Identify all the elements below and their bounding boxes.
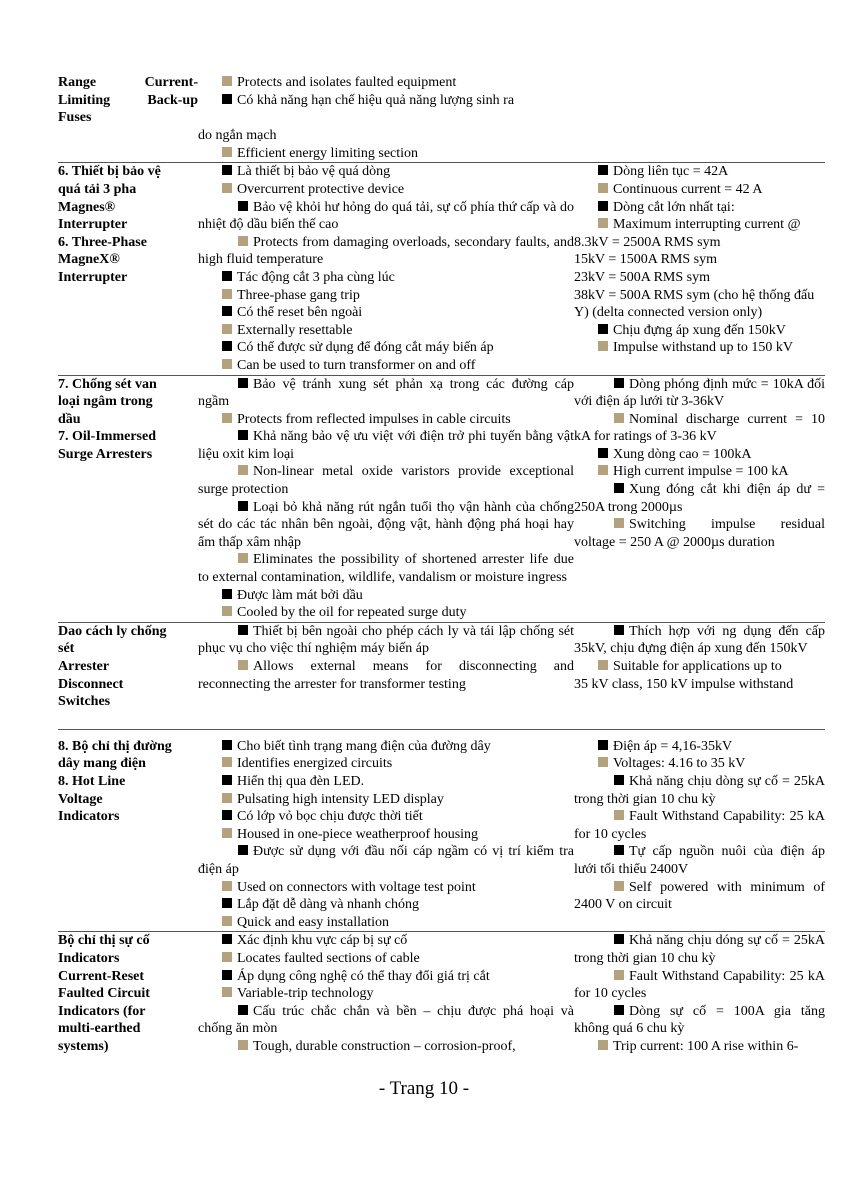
- name-line: Dao cách ly chống: [58, 623, 167, 639]
- square-bullet-icon: [222, 757, 232, 767]
- list-item: Self powered with minimum of 2400 V on circuit: [574, 879, 825, 913]
- square-bullet-icon: [238, 660, 248, 670]
- square-bullet-icon: [222, 165, 232, 175]
- name-line: sét: [58, 641, 75, 657]
- table-row: [58, 163, 825, 375]
- square-bullet-icon: [238, 430, 248, 440]
- list-item: Khả năng chịu dòng sự cố = 25kA trong thời gian 10 chu kỳ: [574, 773, 825, 807]
- square-bullet-icon: [238, 236, 248, 246]
- square-bullet-icon: [614, 483, 624, 493]
- list-item: Điện áp = 4,16-35kV: [574, 738, 825, 756]
- square-bullet-icon: [614, 970, 624, 980]
- square-bullet-icon: [222, 970, 232, 980]
- list-item: Được làm mát bởi dầu: [198, 587, 574, 605]
- list-item: Dòng cắt lớn nhất tại:: [574, 199, 825, 217]
- square-bullet-icon: [222, 147, 232, 157]
- name-line: Arrester: [58, 659, 110, 674]
- list-item: Hiển thị qua đèn LED.: [198, 773, 574, 791]
- spec-line: 8.3kV = 2500A RMS sym: [574, 234, 721, 250]
- row-desc-cell: [198, 729, 574, 932]
- list-item: Có thể được sử dụng để đóng cắt máy biến áp: [198, 339, 574, 357]
- name-line: loại ngâm trong: [58, 394, 153, 410]
- list-item: Tough, durable construction – corrosion-proof,: [198, 1038, 574, 1056]
- list-item: Có thể reset bên ngoài: [198, 304, 574, 322]
- list-item: Impulse withstand up to 150 kV: [574, 339, 825, 357]
- square-bullet-icon: [222, 341, 232, 351]
- square-bullet-icon: [598, 1040, 608, 1050]
- name-line: Back-up: [147, 92, 198, 108]
- list-item: Cho biết tình trạng mang điện của đường dây: [198, 738, 574, 756]
- square-bullet-icon: [222, 589, 232, 599]
- name-line: 6. Three-Phase: [58, 234, 147, 250]
- square-bullet-icon: [238, 1005, 248, 1015]
- list-item: Housed in one-piece weatherproof housing: [198, 826, 574, 844]
- list-item: Pulsating high intensity LED display: [198, 791, 574, 809]
- square-bullet-icon: [598, 757, 608, 767]
- square-bullet-icon: [614, 845, 624, 855]
- name-line: Faulted Circuit: [58, 986, 150, 1002]
- row-name-cell: [58, 729, 198, 932]
- list-item: Xác định khu vực cáp bị sự cố: [198, 932, 574, 950]
- square-bullet-icon: [598, 183, 608, 193]
- document-page: [58, 74, 825, 1055]
- list-item: Loại bỏ khả năng rút ngắn tuổi thọ vận hành của chống sét do các tác nhân bên ngoài, động vật, hành động phá hoại hay ẩm thấp xâm nhập: [198, 499, 574, 550]
- name-line: Indicators: [58, 950, 120, 966]
- name-line: 8. Bộ chỉ thị đường: [58, 738, 172, 754]
- list-item: Suitable for applications up to: [574, 658, 825, 676]
- square-bullet-icon: [222, 606, 232, 616]
- list-item: Là thiết bị bảo vệ quá dòng: [198, 163, 574, 181]
- equipment-table: [58, 74, 825, 1055]
- row-desc-cell: [198, 622, 574, 729]
- list-item: Áp dụng công nghệ có thể thay đổi giá trị cắt: [198, 968, 574, 986]
- list-item: Có khả năng hạn chế hiệu quả năng lượng sinh ra: [198, 92, 574, 110]
- spec-line: 23kV = 500A RMS sym: [574, 269, 711, 285]
- square-bullet-icon: [614, 775, 624, 785]
- name-line: systems): [58, 1038, 109, 1054]
- list-item: Dòng phóng định mức = 10kA đối với điện áp lưới từ 3-36kV: [574, 376, 825, 410]
- list-item: Used on connectors with voltage test point: [198, 879, 574, 897]
- square-bullet-icon: [238, 553, 248, 563]
- square-bullet-icon: [222, 828, 232, 838]
- list-item: Chịu đựng áp xung đến 150kV: [574, 322, 825, 340]
- name-line: Bộ chỉ thị sự cố: [58, 933, 150, 949]
- table-row: [58, 932, 825, 1056]
- list-item: Protects from damaging overloads, secondary faults, and high fluid temperature: [198, 234, 574, 268]
- name-line: Surge Arresters: [58, 446, 153, 462]
- square-bullet-icon: [614, 881, 624, 891]
- row-spec-cell: [574, 163, 825, 375]
- list-item: Can be used to turn transformer on and off: [198, 357, 574, 375]
- name-line: 7. Oil-Immersed: [58, 429, 156, 445]
- square-bullet-icon: [222, 793, 232, 803]
- square-bullet-icon: [222, 952, 232, 962]
- list-item: Protects from reflected impulses in cable circuits: [198, 411, 574, 429]
- row-spec-cell: [574, 375, 825, 622]
- square-bullet-icon: [598, 201, 608, 211]
- list-item: High current impulse = 100 kA: [574, 463, 825, 481]
- name-line: Switches: [58, 694, 111, 710]
- list-item: Thiết bị bên ngoài cho phép cách ly và tái lập chống sét phục vụ cho việc thí nghiệm máy biến áp: [198, 623, 574, 657]
- list-item: Nominal discharge current = 10 kA for ratings of 3-36 kV: [574, 411, 825, 445]
- page-number: - Trang 10 -: [378, 1078, 470, 1099]
- row-name-cell: [58, 74, 198, 163]
- name-line: Disconnect: [58, 676, 124, 692]
- list-item: Maximum interrupting current @: [574, 216, 825, 234]
- name-line: dầu: [58, 411, 81, 427]
- name-line: Indicators: [58, 809, 120, 825]
- square-bullet-icon: [614, 378, 624, 388]
- square-bullet-icon: [222, 775, 232, 785]
- list-item: Được sử dụng với đầu nối cáp ngầm có vị trí kiểm tra điện áp: [198, 844, 574, 877]
- list-item: Xung đóng cắt khi điện áp dư = 250A trong 2000µs: [574, 482, 825, 515]
- list-item: Allows external means for disconnecting and reconnecting the arrester for transformer testing: [198, 659, 574, 692]
- square-bullet-icon: [222, 810, 232, 820]
- square-bullet-icon: [614, 1005, 624, 1015]
- list-item: Non-linear metal oxide varistors provide exceptional surge protection: [198, 464, 574, 498]
- name-line: Interrupter: [58, 269, 128, 285]
- list-item: Có lớp vỏ bọc chịu được thời tiết: [198, 808, 574, 826]
- row-name-cell: [58, 622, 198, 729]
- name-line: Current-Reset: [58, 968, 145, 984]
- list-item-continuation: do ngắn mạch: [198, 128, 277, 144]
- row-name-cell: [58, 163, 198, 375]
- row-desc-cell: [198, 375, 574, 622]
- spec-line: 15kV = 1500A RMS sym: [574, 252, 718, 268]
- list-item: Locates faulted sections of cable: [198, 950, 574, 968]
- row-desc-cell: [198, 932, 574, 1056]
- square-bullet-icon: [222, 881, 232, 891]
- square-bullet-icon: [222, 306, 232, 316]
- list-item: Externally resettable: [198, 322, 574, 340]
- table-row: [58, 622, 825, 729]
- list-item: Identifies energized circuits: [198, 755, 574, 773]
- list-item: Dòng liên tục = 42A: [574, 163, 825, 181]
- square-bullet-icon: [222, 987, 232, 997]
- square-bullet-icon: [614, 934, 624, 944]
- square-bullet-icon: [598, 324, 608, 334]
- square-bullet-icon: [238, 845, 248, 855]
- square-bullet-icon: [238, 201, 248, 211]
- square-bullet-icon: [598, 165, 608, 175]
- square-bullet-icon: [222, 289, 232, 299]
- list-item: Trip current: 100 A rise within 6-: [574, 1038, 825, 1056]
- square-bullet-icon: [598, 448, 608, 458]
- name-line: Voltage: [58, 791, 103, 807]
- square-bullet-icon: [614, 625, 624, 635]
- list-item: Lắp đặt dễ dàng và nhanh chóng: [198, 896, 574, 914]
- row-spec-cell: [574, 622, 825, 729]
- square-bullet-icon: [222, 76, 232, 86]
- list-item: Fault Withstand Capability: 25 kA for 10 cycles: [574, 968, 825, 1002]
- list-item: Bảo vệ khỏi hư hỏng do quá tải, sự cố phía thứ cấp và do nhiệt độ dầu biến thế cao: [198, 199, 574, 233]
- square-bullet-icon: [222, 413, 232, 423]
- name-line: 7. Chống sét van: [58, 376, 157, 392]
- square-bullet-icon: [222, 94, 232, 104]
- list-item: Overcurrent protective device: [198, 181, 574, 199]
- list-item: Protects and isolates faulted equipment: [198, 74, 574, 92]
- name-line: Current-: [144, 75, 198, 90]
- list-item: Thích hợp với ng dụng đến cấp 35kV, chịu đựng điện áp xung đến 150kV: [574, 623, 825, 657]
- square-bullet-icon: [222, 271, 232, 281]
- square-bullet-icon: [614, 413, 624, 423]
- table-row: [58, 729, 825, 932]
- list-item: Switching impulse residual voltage = 250 A @ 2000µs duration: [574, 517, 825, 550]
- square-bullet-icon: [222, 324, 232, 334]
- list-item: Continuous current = 42 A: [574, 181, 825, 199]
- row-spec-cell: [574, 729, 825, 932]
- square-bullet-icon: [238, 465, 248, 475]
- name-line: 6. Thiết bị bảo vệ: [58, 164, 161, 180]
- row-desc-cell: [198, 163, 574, 375]
- spec-line: 35 kV class, 150 kV impulse withstand: [574, 676, 794, 692]
- name-line: Magnes®: [58, 199, 116, 215]
- list-item: Quick and easy installation: [198, 914, 574, 932]
- square-bullet-icon: [238, 625, 248, 635]
- square-bullet-icon: [598, 341, 608, 351]
- list-item: Eliminates the possibility of shortened arrester life due to external contamination, wildlife, vandalism or moisture ingress: [198, 552, 574, 586]
- square-bullet-icon: [598, 660, 608, 670]
- name-line: Indicators (for: [58, 1003, 146, 1019]
- square-bullet-icon: [614, 810, 624, 820]
- name-line: Fuses: [58, 110, 92, 126]
- square-bullet-icon: [222, 183, 232, 193]
- list-item: Tự cấp nguồn nuôi của điện áp lưới tối thiểu 2400V: [574, 844, 825, 877]
- name-line: Interrupter: [58, 217, 128, 233]
- square-bullet-icon: [238, 501, 248, 511]
- spec-line: 38kV = 500A RMS sym (cho hệ thống đấu Y) (delta connected version only): [574, 287, 815, 321]
- row-desc-cell: [198, 74, 574, 163]
- row-spec-cell: [574, 74, 825, 163]
- square-bullet-icon: [598, 740, 608, 750]
- list-item: Tác động cắt 3 pha cùng lúc: [198, 269, 574, 287]
- name-line: dây mang điện: [58, 756, 146, 772]
- list-item: Fault Withstand Capability: 25 kA for 10 cycles: [574, 809, 825, 842]
- row-name-cell: [58, 375, 198, 622]
- name-line: MagneX®: [58, 252, 120, 268]
- list-item: Dòng sự cố = 100A gia tăng không quá 6 chu kỳ: [574, 1003, 825, 1037]
- square-bullet-icon: [614, 518, 624, 528]
- square-bullet-icon: [238, 378, 248, 388]
- list-item: Bảo vệ tránh xung sét phản xạ trong các đường cáp ngầm: [198, 376, 574, 410]
- name-line: quá tải 3 pha: [58, 181, 137, 197]
- square-bullet-icon: [222, 740, 232, 750]
- name-line: 8. Hot Line: [58, 773, 126, 789]
- name-line: Limiting: [58, 92, 111, 108]
- table-row: [58, 375, 825, 622]
- square-bullet-icon: [222, 359, 232, 369]
- list-item: Xung dòng cao = 100kA: [574, 446, 825, 464]
- name-line: Range: [58, 75, 97, 90]
- list-item: Cấu trúc chắc chắn và bền – chịu được phá hoại và chống ăn mòn: [198, 1003, 574, 1037]
- list-item: Three-phase gang trip: [198, 287, 574, 305]
- square-bullet-icon: [222, 916, 232, 926]
- table-row: [58, 74, 825, 163]
- square-bullet-icon: [222, 934, 232, 944]
- row-spec-cell: [574, 932, 825, 1056]
- list-item: Efficient energy limiting section: [198, 145, 574, 163]
- square-bullet-icon: [598, 218, 608, 228]
- square-bullet-icon: [222, 898, 232, 908]
- list-item: Cooled by the oil for repeated surge duty: [198, 604, 574, 622]
- list-item: Voltages: 4.16 to 35 kV: [574, 755, 825, 773]
- list-item: Khả năng chịu dóng sự cố = 25kA trong thời gian 10 chu kỳ: [574, 933, 825, 966]
- square-bullet-icon: [238, 1040, 248, 1050]
- list-item: Variable-trip technology: [198, 985, 574, 1003]
- name-line: multi-earthed: [58, 1021, 141, 1037]
- square-bullet-icon: [598, 465, 608, 475]
- list-item: Khả năng bảo vệ ưu việt với điện trở phi tuyến bằng vật liệu oxit kim loại: [198, 429, 574, 462]
- row-name-cell: [58, 932, 198, 1056]
